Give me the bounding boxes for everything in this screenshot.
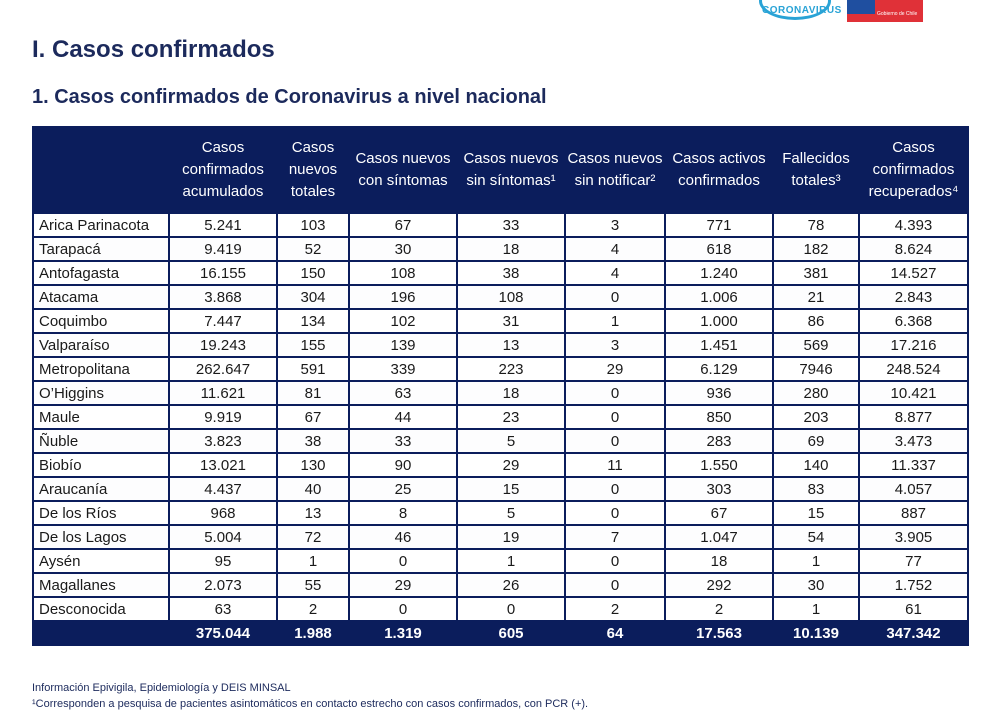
value-cell: 887 — [859, 501, 968, 525]
value-cell: 30 — [773, 573, 859, 597]
value-cell: 0 — [565, 285, 665, 309]
header-cell-region — [33, 127, 169, 213]
value-cell: 19.243 — [169, 333, 277, 357]
region-name-cell: O’Higgins — [33, 381, 169, 405]
value-cell: 5.004 — [169, 525, 277, 549]
value-cell: 7 — [565, 525, 665, 549]
value-cell: 280 — [773, 381, 859, 405]
value-cell: 0 — [565, 573, 665, 597]
value-cell: 304 — [277, 285, 349, 309]
value-cell: 0 — [349, 597, 457, 621]
value-cell: 6.368 — [859, 309, 968, 333]
value-cell: 5 — [457, 501, 565, 525]
value-cell: 8 — [349, 501, 457, 525]
section-subtitle: 1. Casos confirmados de Coronavirus a nivel nacional — [32, 86, 547, 108]
region-name-cell: Coquimbo — [33, 309, 169, 333]
value-cell: 4.437 — [169, 477, 277, 501]
value-cell: 155 — [277, 333, 349, 357]
value-cell: 77 — [859, 549, 968, 573]
value-cell: 0 — [565, 549, 665, 573]
header-cell: Casos confirmados acumulados — [169, 127, 277, 213]
value-cell: 72 — [277, 525, 349, 549]
value-cell: 11 — [565, 453, 665, 477]
value-cell: 283 — [665, 429, 773, 453]
value-cell: 1 — [277, 549, 349, 573]
value-cell: 10.421 — [859, 381, 968, 405]
total-cell: 10.139 — [773, 621, 859, 645]
table-header-row — [33, 127, 968, 213]
header-cell: Casos activos confirmados — [665, 127, 773, 213]
value-cell: 54 — [773, 525, 859, 549]
value-cell: 0 — [457, 597, 565, 621]
table-row — [33, 333, 968, 357]
value-cell: 38 — [457, 261, 565, 285]
value-cell: 23 — [457, 405, 565, 429]
region-name-cell: Metropolitana — [33, 357, 169, 381]
value-cell: 248.524 — [859, 357, 968, 381]
source-note: Información Epivigila, Epidemiología y DEIS MINSAL — [32, 682, 291, 694]
value-cell: 18 — [457, 237, 565, 261]
value-cell: 4 — [565, 261, 665, 285]
value-cell: 11.621 — [169, 381, 277, 405]
value-cell: 52 — [277, 237, 349, 261]
total-cell: 17.563 — [665, 621, 773, 645]
header-logos — [739, 0, 999, 22]
value-cell: 90 — [349, 453, 457, 477]
value-cell: 223 — [457, 357, 565, 381]
value-cell: 7.447 — [169, 309, 277, 333]
value-cell: 61 — [859, 597, 968, 621]
value-cell: 569 — [773, 333, 859, 357]
header-cell: Casos nuevos totales — [277, 127, 349, 213]
table-row — [33, 549, 968, 573]
value-cell: 25 — [349, 477, 457, 501]
gobierno-de-chile-logo — [847, 0, 923, 22]
table-row — [33, 213, 968, 237]
region-name-cell: Ñuble — [33, 429, 169, 453]
value-cell: 5.241 — [169, 213, 277, 237]
value-cell: 3 — [565, 333, 665, 357]
value-cell: 3.905 — [859, 525, 968, 549]
table-row — [33, 285, 968, 309]
header-cell: Casos nuevos sin notificar² — [565, 127, 665, 213]
coronavirus-logo — [759, 0, 842, 20]
value-cell: 850 — [665, 405, 773, 429]
value-cell: 13 — [277, 501, 349, 525]
value-cell: 139 — [349, 333, 457, 357]
value-cell: 203 — [773, 405, 859, 429]
table-row — [33, 477, 968, 501]
value-cell: 63 — [349, 381, 457, 405]
region-name-cell: Aysén — [33, 549, 169, 573]
value-cell: 8.877 — [859, 405, 968, 429]
value-cell: 6.129 — [665, 357, 773, 381]
value-cell: 936 — [665, 381, 773, 405]
value-cell: 33 — [457, 213, 565, 237]
value-cell: 13.021 — [169, 453, 277, 477]
region-name-cell: Desconocida — [33, 597, 169, 621]
cases-table — [32, 126, 969, 646]
value-cell: 7946 — [773, 357, 859, 381]
value-cell: 3.473 — [859, 429, 968, 453]
table-row — [33, 453, 968, 477]
header-cell: Fallecidos totales³ — [773, 127, 859, 213]
footnotes — [32, 680, 972, 712]
value-cell: 771 — [665, 213, 773, 237]
value-cell: 9.419 — [169, 237, 277, 261]
table-row — [33, 261, 968, 285]
value-cell: 303 — [665, 477, 773, 501]
value-cell: 2.073 — [169, 573, 277, 597]
value-cell: 0 — [565, 501, 665, 525]
value-cell: 40 — [277, 477, 349, 501]
value-cell: 4.393 — [859, 213, 968, 237]
value-cell: 150 — [277, 261, 349, 285]
value-cell: 140 — [773, 453, 859, 477]
total-cell: 1.988 — [277, 621, 349, 645]
value-cell: 15 — [773, 501, 859, 525]
table-row — [33, 357, 968, 381]
value-cell: 18 — [665, 549, 773, 573]
value-cell: 130 — [277, 453, 349, 477]
value-cell: 0 — [349, 549, 457, 573]
value-cell: 30 — [349, 237, 457, 261]
value-cell: 1 — [457, 549, 565, 573]
value-cell: 81 — [277, 381, 349, 405]
value-cell: 14.527 — [859, 261, 968, 285]
value-cell: 55 — [277, 573, 349, 597]
value-cell: 102 — [349, 309, 457, 333]
value-cell: 1.006 — [665, 285, 773, 309]
table-row — [33, 405, 968, 429]
value-cell: 3 — [565, 213, 665, 237]
value-cell: 31 — [457, 309, 565, 333]
table-row — [33, 429, 968, 453]
total-cell: 605 — [457, 621, 565, 645]
table-row — [33, 525, 968, 549]
header-cell: Casos nuevos sin síntomas¹ — [457, 127, 565, 213]
value-cell: 2 — [565, 597, 665, 621]
value-cell: 196 — [349, 285, 457, 309]
table-body — [33, 213, 968, 621]
value-cell: 0 — [565, 405, 665, 429]
region-name-cell: Magallanes — [33, 573, 169, 597]
value-cell: 26 — [457, 573, 565, 597]
value-cell: 108 — [349, 261, 457, 285]
value-cell: 29 — [349, 573, 457, 597]
region-name-cell: Antofagasta — [33, 261, 169, 285]
region-name-cell: Maule — [33, 405, 169, 429]
region-name-cell: Biobío — [33, 453, 169, 477]
value-cell: 44 — [349, 405, 457, 429]
header-cell: Casos nuevos con síntomas — [349, 127, 457, 213]
value-cell: 0 — [565, 429, 665, 453]
value-cell: 1.550 — [665, 453, 773, 477]
region-name-cell: De los Lagos — [33, 525, 169, 549]
value-cell: 13 — [457, 333, 565, 357]
value-cell: 339 — [349, 357, 457, 381]
table-row — [33, 597, 968, 621]
coronavirus-logo-text: CORONAVIRUS — [762, 5, 842, 16]
value-cell: 29 — [565, 357, 665, 381]
value-cell: 33 — [349, 429, 457, 453]
total-cell: 375.044 — [169, 621, 277, 645]
value-cell: 968 — [169, 501, 277, 525]
value-cell: 63 — [169, 597, 277, 621]
value-cell: 103 — [277, 213, 349, 237]
value-cell: 0 — [565, 477, 665, 501]
value-cell: 95 — [169, 549, 277, 573]
value-cell: 86 — [773, 309, 859, 333]
page-title: I. Casos confirmados — [32, 36, 275, 63]
total-cell: 347.342 — [859, 621, 968, 645]
value-cell: 1.451 — [665, 333, 773, 357]
flag-icon — [847, 0, 875, 14]
value-cell: 1.000 — [665, 309, 773, 333]
region-name-cell: Araucanía — [33, 477, 169, 501]
value-cell: 3.823 — [169, 429, 277, 453]
region-name-cell: Valparaíso — [33, 333, 169, 357]
value-cell: 67 — [277, 405, 349, 429]
gov-logo-text: Gobierno de Chile — [877, 11, 918, 17]
value-cell: 1 — [773, 597, 859, 621]
value-cell: 19 — [457, 525, 565, 549]
value-cell: 0 — [565, 381, 665, 405]
value-cell: 618 — [665, 237, 773, 261]
value-cell: 1 — [565, 309, 665, 333]
value-cell: 9.919 — [169, 405, 277, 429]
value-cell: 3.868 — [169, 285, 277, 309]
value-cell: 1.240 — [665, 261, 773, 285]
footnote-1: ¹Corresponden a pesquisa de pacientes asintomáticos en contacto estrecho con casos confirmados, con PCR (+). — [32, 698, 589, 710]
region-name-cell: Arica Parinacota — [33, 213, 169, 237]
total-cell: 1.319 — [349, 621, 457, 645]
value-cell: 83 — [773, 477, 859, 501]
value-cell: 17.216 — [859, 333, 968, 357]
value-cell: 46 — [349, 525, 457, 549]
value-cell: 67 — [665, 501, 773, 525]
value-cell: 1 — [773, 549, 859, 573]
value-cell: 108 — [457, 285, 565, 309]
value-cell: 1.752 — [859, 573, 968, 597]
region-name-cell: Tarapacá — [33, 237, 169, 261]
value-cell: 4.057 — [859, 477, 968, 501]
value-cell: 38 — [277, 429, 349, 453]
value-cell: 29 — [457, 453, 565, 477]
value-cell: 1.047 — [665, 525, 773, 549]
value-cell: 69 — [773, 429, 859, 453]
value-cell: 262.647 — [169, 357, 277, 381]
table-row — [33, 573, 968, 597]
table-row — [33, 309, 968, 333]
value-cell: 67 — [349, 213, 457, 237]
table-totals-row — [33, 621, 968, 645]
value-cell: 11.337 — [859, 453, 968, 477]
value-cell: 2 — [277, 597, 349, 621]
value-cell: 16.155 — [169, 261, 277, 285]
total-cell: 64 — [565, 621, 665, 645]
value-cell: 134 — [277, 309, 349, 333]
value-cell: 381 — [773, 261, 859, 285]
value-cell: 18 — [457, 381, 565, 405]
value-cell: 182 — [773, 237, 859, 261]
value-cell: 591 — [277, 357, 349, 381]
value-cell: 2.843 — [859, 285, 968, 309]
value-cell: 8.624 — [859, 237, 968, 261]
table-row — [33, 237, 968, 261]
region-name-cell: De los Ríos — [33, 501, 169, 525]
value-cell: 78 — [773, 213, 859, 237]
value-cell: 292 — [665, 573, 773, 597]
value-cell: 21 — [773, 285, 859, 309]
value-cell: 4 — [565, 237, 665, 261]
value-cell: 15 — [457, 477, 565, 501]
total-cell — [33, 621, 169, 645]
value-cell: 5 — [457, 429, 565, 453]
table-row — [33, 501, 968, 525]
table-row — [33, 381, 968, 405]
region-name-cell: Atacama — [33, 285, 169, 309]
value-cell: 2 — [665, 597, 773, 621]
header-cell: Casos confirmados recuperados⁴ — [859, 127, 968, 213]
